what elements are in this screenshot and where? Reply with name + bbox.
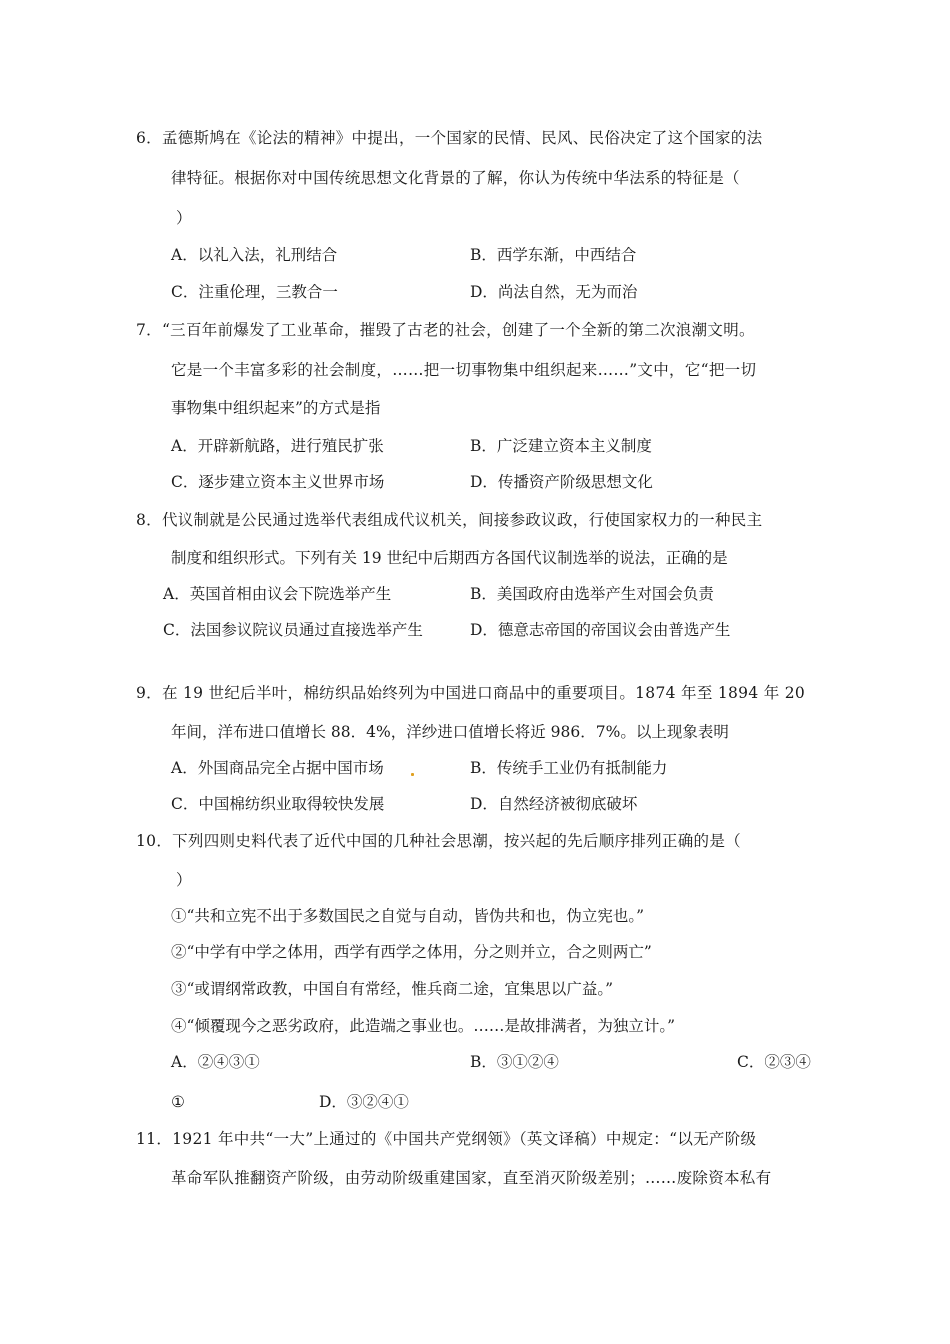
question-8-stem-line-2: 制度和组织形式。下列有关 19 世纪中后期西方各国代议制选举的说法，正确的是 [171,549,728,567]
question-9-stem-line-2: 年间，洋布进口值增长 88．4%，洋纱进口值增长将近 986．7%。以上现象表明 [171,723,729,741]
question-7-option-c: C．逐步建立资本主义世界市场 [171,473,385,491]
question-8-option-b: B．美国政府由选举产生对国会负责 [470,585,714,603]
question-7-stem-line-1: 7．“三百年前爆发了工业革命，摧毁了古老的社会，创建了一个全新的第二次浪潮文明。 [136,321,755,339]
question-10-source-2: ②“中学有中学之体用，西学有西学之体用，分之则并立，合之则两亡” [171,943,652,961]
question-8-option-d: D．德意志帝国的帝国议会由普选产生 [470,621,731,639]
question-8-option-c: C．法国参议院议员通过直接选举产生 [163,621,423,639]
question-9-stem-line-1: 9．在 19 世纪后半叶，棉纺织品始终列为中国进口商品中的重要项目。1874 年至 1894 年 20 [136,684,806,702]
question-10-option-b: B．③①②④ [470,1053,559,1071]
question-6-stem-line-3: ） [176,209,192,227]
question-11-stem-line-1: 11．1921 年中共“一大”上通过的《中国共产党纲领》（英文译稿）中规定：“以无产阶级 [136,1130,757,1148]
question-6-option-d: D．尚法自然，无为而治 [470,283,638,301]
question-6-option-c: C．注重伦理，三教合一 [171,283,338,301]
question-10-source-1: ①“共和立宪不出于多数国民之自觉与自动，皆伪共和也，伪立宪也。” [171,907,645,925]
question-10-option-c-continued: ① [171,1093,185,1111]
question-6-option-b: B．西学东渐，中西结合 [470,246,637,264]
question-8-option-a: A．英国首相由议会下院选举产生 [163,585,392,603]
question-7-stem-line-3: 事物集中组织起来”的方式是指 [171,399,381,417]
question-7-stem-line-2: 它是一个丰富多彩的社会制度，……把一切事物集中组织起来……”文中，它“把一切 [171,361,757,379]
highlight-mark [411,773,414,776]
question-11-stem-line-2: 革命军队推翻资产阶级，由劳动阶级重建国家，直至消灭阶级差别；……废除资本私有 [171,1169,772,1187]
question-10-stem-line-1: 10．下列四则史料代表了近代中国的几种社会思潮，按兴起的先后顺序排列正确的是（ [136,832,741,850]
question-10-option-c: C．②③④ [737,1053,811,1071]
question-6-option-a: A．以礼入法，礼刑结合 [171,246,338,264]
question-10-source-4: ④“倾覆现今之恶劣政府，此造端之事业也。……是故排满者，为独立计。” [171,1017,676,1035]
question-6-stem-line-1: 6．孟德斯鸠在《论法的精神》中提出，一个国家的民情、民风、民俗决定了这个国家的法 [136,129,763,147]
question-7-option-b: B．广泛建立资本主义制度 [470,437,652,455]
question-10-source-3: ③“或谓纲常政教，中国自有常经，惟兵商二途，宜集思以广益。” [171,980,614,998]
question-9-option-c: C．中国棉纺织业取得较快发展 [171,795,385,813]
question-7-option-a: A．开辟新航路，进行殖民扩张 [171,437,384,455]
question-9-option-a: A．外国商品完全占据中国市场 [171,759,384,777]
question-9-option-d: D．自然经济被彻底破坏 [470,795,638,813]
question-10-option-d: D．③②④① [319,1093,409,1111]
question-6-stem-line-2: 律特征。根据你对中国传统思想文化背景的了解，你认为传统中华法系的特征是（ [171,169,740,187]
question-8-stem-line-1: 8．代议制就是公民通过选举代表组成代议机关，间接参政议政，行使国家权力的一种民主 [136,511,763,529]
question-10-option-a: A．②④③① [171,1053,260,1071]
question-10-stem-line-2: ） [176,871,192,889]
question-9-option-b: B．传统手工业仍有抵制能力 [470,759,668,777]
question-7-option-d: D．传播资产阶级思想文化 [470,473,653,491]
